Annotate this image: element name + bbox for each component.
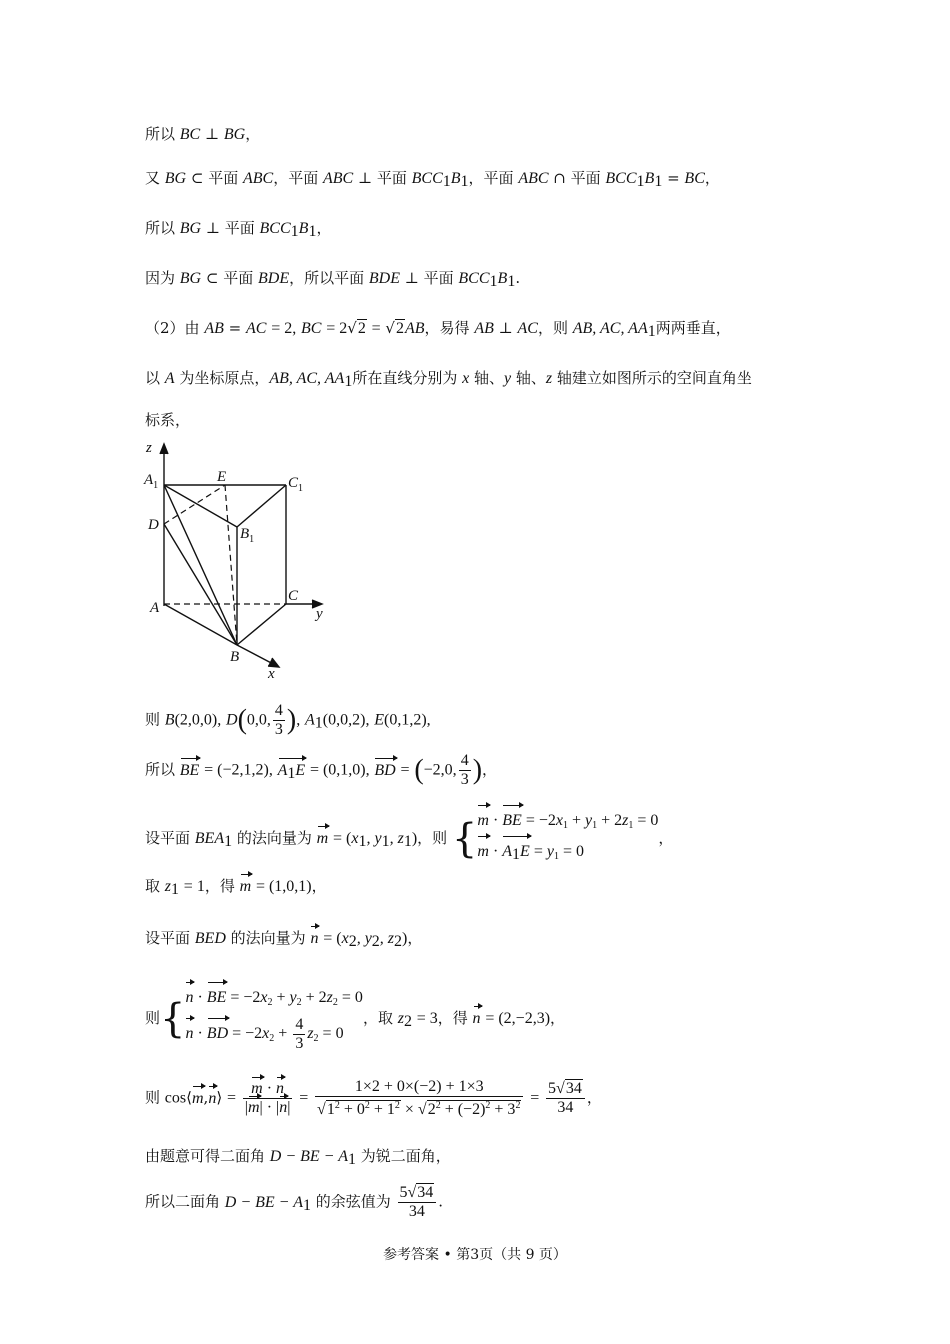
text-line-10: 设平面 $BEA_1$ 的法向量为 $m = (x_1$, $y_1$, $z_1$)，则 { m · BE = $-2x_1 + y_1 + 2z_1 = 0$ $m \cdot A_1E = y_1 = 0$ ，	[145, 808, 673, 870]
text-line-16: 所以二面角 D − BE − $A_1$ 的余弦值为 $\frac{5√34}{34}$ .	[145, 1184, 444, 1220]
text-line-9: 所以 BE = (−2,1,2), $A_1E = (0,1,0)$, BD = (−2,0, $\frac{4}{3}$ )，	[145, 752, 498, 788]
text-line-2: 又 BG ⊂ 平面 ABC，平面 ABC ⊥ 平面 $BCC_1B_1$，平面 ABC ∩ 平面 $BCC_1B_1$ = BC，	[145, 169, 720, 190]
text-line-5: （2）由 AB = AC = 2, BC = 2√2 = √2AB，易得 AB ⊥ AC，则 AB, AC, $AA_1$两两垂直，	[145, 319, 731, 340]
text-line-8: 则 B(2,0,0), D(0,0, $\frac{4}{3}$ ), $A_1(0,0,2)$, E(0,1,2),	[145, 702, 431, 738]
label-B1: $B_1$	[240, 526, 255, 545]
page-footer: 参考答案 • 第3页（共 9 页）	[383, 1247, 567, 1263]
text-line-13: 则{ n · BE = $-2x_2 + y_2 + 2z_2 = 0$ n · BD = $-2x_2$ + $\frac{4}{3}$ $z_2 = 0$ ，取 $z_2 = 3$，得 n = (2,−2,3)，	[145, 985, 565, 1053]
text-line-11: 取 $z_1 = 1$，得 m = (1,0,1)，	[145, 877, 327, 898]
label-B: B	[230, 649, 240, 665]
text-line-1: 所以 BC ⊥ BG，	[145, 125, 261, 143]
label-C1: $C_1$	[288, 475, 304, 494]
text-line-12: 设平面 BED 的法向量为 $n = (x_2$, $y_2$, $z_2$)，	[145, 929, 423, 950]
label-A1: $A_1$	[144, 472, 159, 491]
text-line-3: 所以 BG ⊥ 平面 $BCC_1B_1$，	[145, 219, 332, 240]
label-C: C	[288, 588, 299, 604]
label-A: A	[150, 600, 160, 616]
text-line-4: 因为 BG ⊂ 平面 BDE，所以平面 BDE ⊥ 平面 $BCC_1B_1$.	[145, 269, 521, 290]
label-x: x	[268, 666, 275, 682]
label-z: z	[146, 440, 152, 456]
text-line-7: 标系，	[145, 411, 191, 429]
text-line-15: 由题意可得二面角 D − BE − $A_1$ 为锐二面角，	[145, 1147, 451, 1168]
text-line-14: 则 cos⟨m,n⟩ = $\frac{m \cdot n}{|m| \cdot |n|}$ = $\frac{1\times 2 + 0\times(-2) + 1\times 3}{√1^2 + 0^2 + 1^2 \times √2^2 + (-2)^2 + 3^2}$ = $\frac{5√34}{34}$ ，	[145, 1078, 602, 1118]
text-line-6: 以 A 为坐标原点，AB, AC, $AA_1$所在直线分别为 x 轴、y 轴、z 轴建立如图所示的空间直角坐	[145, 369, 752, 390]
label-E: E	[217, 469, 227, 485]
label-D: D	[148, 517, 159, 533]
label-y: y	[316, 606, 323, 622]
coordinate-figure	[140, 438, 340, 683]
